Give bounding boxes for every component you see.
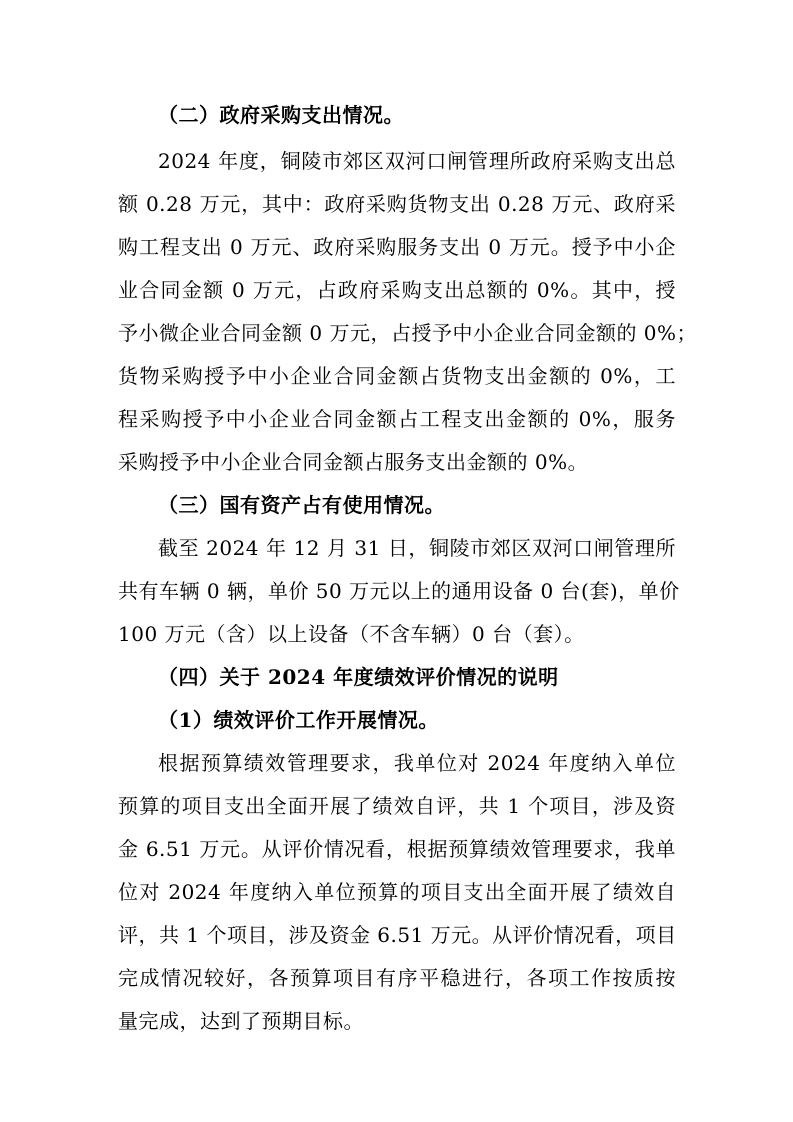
- paragraph-line: 金 6.51 万元。从评价情况看，根据预算绩效管理要求，我单: [118, 837, 676, 861]
- paragraph-line: 位对 2024 年度纳入单位预算的项目支出全面开展了绩效自: [118, 880, 676, 904]
- subsection-heading-evaluation: （1）绩效评价工作开展情况。: [158, 708, 439, 732]
- paragraph-line: 完成情况较好，各预算项目有序平稳进行，各项工作按质按: [118, 966, 676, 990]
- paragraph-line: 予小微企业合同金额 0 万元，占授予中小企业合同金额的 0%；: [118, 321, 698, 345]
- paragraph-line: 业合同金额 0 万元，占政府采购支出总额的 0%。其中，授: [118, 278, 676, 302]
- section-heading-procurement: （二）政府采购支出情况。: [158, 103, 404, 127]
- paragraph-line: 程采购授予中小企业合同金额占工程支出金额的 0%，服务: [118, 407, 676, 431]
- paragraph-line: 采购授予中小企业合同金额占服务支出金额的 0%。: [118, 450, 589, 474]
- section-heading-performance: （四）关于 2024 年度绩效评价情况的说明: [158, 665, 559, 689]
- section-heading-assets: （三）国有资产占有使用情况。: [158, 493, 445, 517]
- paragraph-line: 预算的项目支出全面开展了绩效自评，共 1 个项目，涉及资: [118, 794, 676, 818]
- paragraph-line: 100 万元（含）以上设备（不含车辆）0 台（套）。: [118, 622, 585, 646]
- paragraph-line: 货物采购授予中小企业合同金额占货物支出金额的 0%，工: [118, 364, 676, 388]
- paragraph-line: 购工程支出 0 万元、政府采购服务支出 0 万元。授予中小企: [118, 235, 676, 259]
- paragraph-line: 评，共 1 个项目，涉及资金 6.51 万元。从评价情况看，项目: [118, 923, 677, 947]
- paragraph-line: 截至 2024 年 12 月 31 日，铜陵市郊区双河口闸管理所: [158, 536, 676, 560]
- paragraph-line: 共有车辆 0 辆，单价 50 万元以上的通用设备 0 台(套)，单价: [118, 579, 680, 603]
- paragraph-line: 根据预算绩效管理要求，我单位对 2024 年度纳入单位: [158, 751, 676, 775]
- paragraph-line: 额 0.28 万元，其中：政府采购货物支出 0.28 万元、政府采: [118, 192, 676, 216]
- paragraph-line: 2024 年度，铜陵市郊区双河口闸管理所政府采购支出总: [158, 149, 676, 173]
- paragraph-line: 量完成，达到了预期目标。: [118, 1009, 364, 1033]
